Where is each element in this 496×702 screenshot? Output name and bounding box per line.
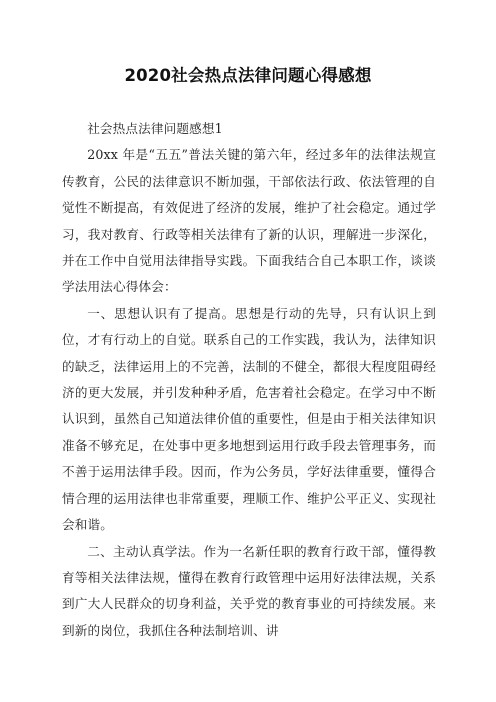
document-body — [62, 116, 436, 644]
document-title: 2020社会热点法律问题心得感想 — [124, 66, 372, 85]
paragraph-intro: 20xx 年是“五五”普法关键的第六年，经过多年的法律法规宣传教育，公民的法律意识不断加强，干部依法行政、依法管理的自觉性不断提高，有效促进了经济的发展，维护了社会稳定。通过学习，我对教育、行政等相关法律有了新的认识，理解进一步深化，并在工作中自觉用法律指导实践。下面我结合自己本职工作，谈谈学法用法心得体会： — [62, 147, 436, 295]
paragraph-point-two: 二、主动认真学法。作为一名新任职的教育行政干部，懂得教育等相关法律法规，懂得在教育行政管理中运用好法律法规，关系到广大人民群众的切身利益，关乎党的教育事业的可持续发展。来到新的岗位，我抓住各种法制培训、讲 — [62, 543, 436, 638]
section-heading: 社会热点法律问题感想1 — [87, 121, 223, 136]
paragraph-point-one: 一、思想认识有了提高。思想是行动的先导，只有认识上到位，才有行动上的自觉。联系自己的工作实践，我认为，法律知识的缺乏，法律运用上的不完善，法制的不健全，都很大程度阻碍经济的更大发展，并引发种种矛盾，危害着社会稳定。在学习中不断认识到，虽然自己知道法律价值的重要性，但是由于相关法律知识准备不够充足，在处事中更多地想到运用行政手段去管理事务，而不善于运用法律手段。因而，作为公务员，学好法律重要，懂得合情合理的运用法律也非常重要，理顺工作、维护公平正义、实现社会和谐。 — [62, 305, 436, 533]
